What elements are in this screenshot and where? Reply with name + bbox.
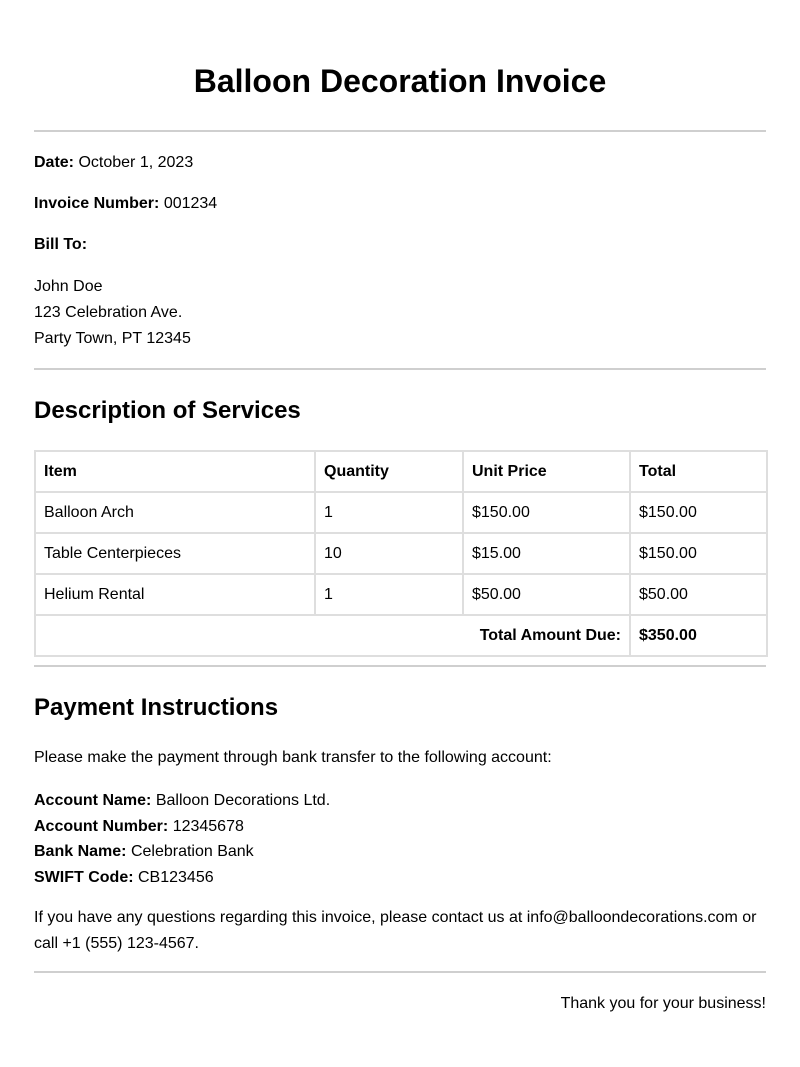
- account-details: [34, 788, 766, 890]
- column-header-unit-price: Unit Price: [463, 451, 630, 492]
- services-heading: Description of Services: [34, 397, 301, 424]
- total-row: [35, 615, 767, 656]
- payment-intro: Please make the payment through bank transfer to the following account:: [34, 749, 552, 766]
- swift-code-value: CB123456: [138, 868, 214, 886]
- bill-to-label: Bill To:: [34, 236, 88, 253]
- cell-unit-price: $15.00: [463, 533, 630, 574]
- account-name-label: Account Name:: [34, 792, 152, 809]
- bill-to-street: 123 Celebration Ave.: [34, 304, 183, 321]
- table-row: [35, 492, 767, 533]
- cell-item: Balloon Arch: [35, 492, 315, 533]
- bank-name-value: Celebration Bank: [130, 843, 254, 860]
- thank-you-note: Thank you for your business!: [560, 995, 766, 1012]
- account-name-row: [34, 788, 766, 814]
- column-header-total: Total: [630, 451, 767, 492]
- account-name-value: Balloon Decorations Ltd.: [155, 792, 331, 809]
- payment-heading: Payment Instructions: [34, 694, 279, 721]
- date-value: October 1, 2023: [78, 154, 194, 171]
- cell-unit-price: $50.00: [463, 574, 630, 615]
- table-row: [35, 533, 767, 574]
- cell-item: Table Centerpieces: [35, 533, 315, 574]
- page-title: Balloon Decoration Invoice: [193, 63, 607, 99]
- column-header-quantity: Quantity: [315, 451, 463, 492]
- invoice-meta: [34, 151, 766, 352]
- bill-to-row: [34, 233, 766, 257]
- invoice-number-value: 001234: [163, 195, 218, 212]
- invoice-number-label: Invoice Number:: [34, 195, 160, 212]
- cell-unit-price: $150.00: [463, 492, 630, 533]
- cell-total: $150.00: [630, 533, 767, 574]
- account-number-label: Account Number:: [34, 817, 169, 835]
- cell-item: Helium Rental: [35, 574, 315, 615]
- total-amount-value: $350.00: [630, 615, 767, 656]
- divider: [34, 665, 766, 667]
- cell-quantity: 10: [315, 533, 463, 574]
- table-row: [35, 574, 767, 615]
- swift-code-label: SWIFT Code:: [34, 868, 134, 886]
- invoice-number-row: [34, 192, 766, 216]
- bill-to-address: [34, 274, 766, 352]
- bill-to-name: John Doe: [34, 278, 103, 295]
- services-table: [34, 450, 768, 657]
- date-row: [34, 151, 766, 175]
- column-header-item: Item: [35, 451, 315, 492]
- divider: [34, 368, 766, 370]
- cell-total: $50.00: [630, 574, 767, 615]
- bank-name-row: [34, 839, 766, 865]
- swift-code-row: [34, 865, 766, 891]
- cell-total: $150.00: [630, 492, 767, 533]
- total-amount-label: Total Amount Due:: [35, 615, 630, 656]
- account-number-value: 12345678: [172, 817, 244, 835]
- divider: [34, 130, 766, 132]
- contact-note: If you have any questions regarding this invoice, please contact us at info@balloondecorations.com or call +1 (555) 123-4567.: [34, 909, 757, 952]
- account-number-row: [34, 814, 766, 840]
- date-label: Date:: [34, 154, 75, 171]
- divider: [34, 971, 766, 973]
- cell-quantity: 1: [315, 574, 463, 615]
- bill-to-city: Party Town, PT 12345: [34, 330, 191, 347]
- bank-name-label: Bank Name:: [34, 843, 127, 860]
- cell-quantity: 1: [315, 492, 463, 533]
- table-header-row: [35, 451, 767, 492]
